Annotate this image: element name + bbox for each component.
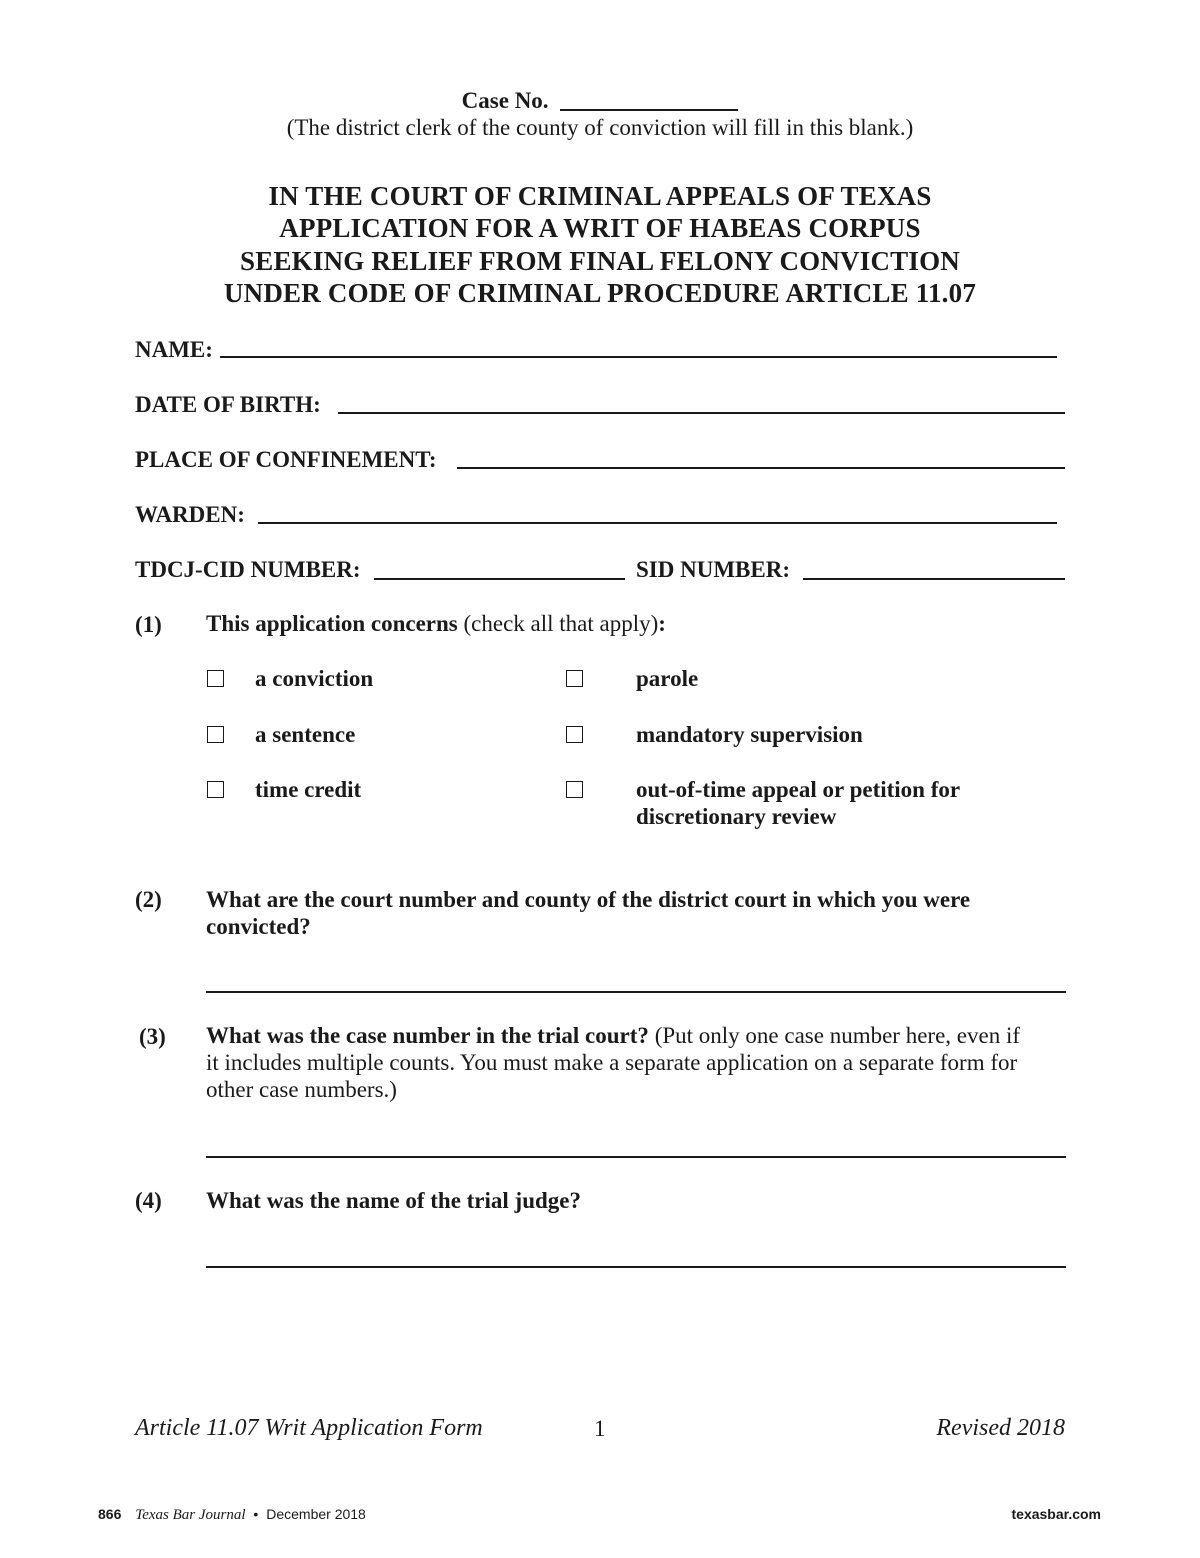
q4-text: What was the name of the trial judge? [206,1188,581,1213]
q4-answer-line[interactable] [206,1266,1066,1268]
bullet-separator: • [253,1506,259,1522]
option-sentence: a sentence [255,722,356,747]
sid-label: SID NUMBER: [636,557,790,582]
title-line-3: SEEKING RELIEF FROM FINAL FELONY CONVICTION [240,246,960,276]
q1-number: (1) [135,612,162,637]
title-line-4: UNDER CODE OF CRIMINAL PROCEDURE ARTICLE 11.07 [223,278,977,308]
dob-field[interactable] [338,412,1065,414]
option-out-of-time-appeal-line1: out-of-time appeal or petition for [636,777,961,802]
option-conviction: a conviction [255,666,374,691]
checkbox-parole[interactable] [566,670,583,687]
option-time-credit: time credit [255,777,362,802]
option-mandatory-supervision: mandatory supervision [636,722,863,747]
q1-colon: : [658,611,666,636]
title-line-1: IN THE COURT OF CRIMINAL APPEALS OF TEXAS [268,181,932,211]
confinement-field[interactable] [457,467,1065,469]
case-number-line [0,87,1200,115]
option-parole: parole [636,666,699,691]
checkbox-sentence[interactable] [207,726,224,743]
checkbox-out-of-time-appeal[interactable] [566,781,583,798]
q2-number: (2) [135,887,162,912]
q3-text-line2: it includes multiple counts. You must make a separate application on a separate form for [206,1050,1018,1075]
q2-answer-line[interactable] [206,991,1066,993]
name-field[interactable] [220,356,1057,358]
q3-number: (3) [139,1024,166,1049]
q1-normal: (check all that apply) [457,611,659,636]
q3-answer-line[interactable] [206,1156,1066,1158]
tdcj-field[interactable] [374,578,625,580]
journal-footer [98,1506,366,1524]
title-line-2: APPLICATION FOR A WRIT OF HABEAS CORPUS [279,213,921,243]
q3-rest: (Put only one case number here, even if [648,1023,1021,1048]
case-number-blank[interactable] [560,109,738,111]
revision-date: Revised 2018 [936,1415,1065,1441]
name-label: NAME: [135,337,213,362]
q3-text-line3: other case numbers.) [206,1077,397,1102]
journal-page-number: 866 [98,1506,122,1522]
sid-field[interactable] [803,578,1065,580]
journal-date: December 2018 [266,1506,366,1522]
dob-label: DATE OF BIRTH: [135,392,321,417]
checkbox-mandatory-supervision[interactable] [566,726,583,743]
option-out-of-time-appeal-line2: discretionary review [636,804,837,829]
clerk-note: (The district clerk of the county of conviction will fill in this blank.) [286,115,914,140]
q1-bold: This application concerns [206,611,458,636]
warden-label: WARDEN: [135,502,245,527]
confinement-label: PLACE OF CONFINEMENT: [135,447,437,472]
checkbox-conviction[interactable] [207,670,224,687]
q2-text-line2: convicted? [206,914,311,939]
q4-number: (4) [135,1188,162,1213]
journal-name: Texas Bar Journal [135,1507,246,1523]
tdcj-label: TDCJ-CID NUMBER: [135,557,361,582]
warden-field[interactable] [258,522,1057,524]
checkbox-time-credit[interactable] [207,781,224,798]
case-number-label: Case No. [461,88,549,113]
form-name: Article 11.07 Writ Application Form [135,1415,483,1441]
q3-text-line1 [206,1022,1020,1049]
q2-text-line1: What are the court number and county of the district court in which you were [206,887,971,912]
q1-text [206,610,666,637]
page-number: 1 [594,1416,606,1441]
journal-site[interactable]: texasbar.com [1011,1506,1101,1522]
q3-bold: What was the case number in the trial court? [206,1023,649,1048]
